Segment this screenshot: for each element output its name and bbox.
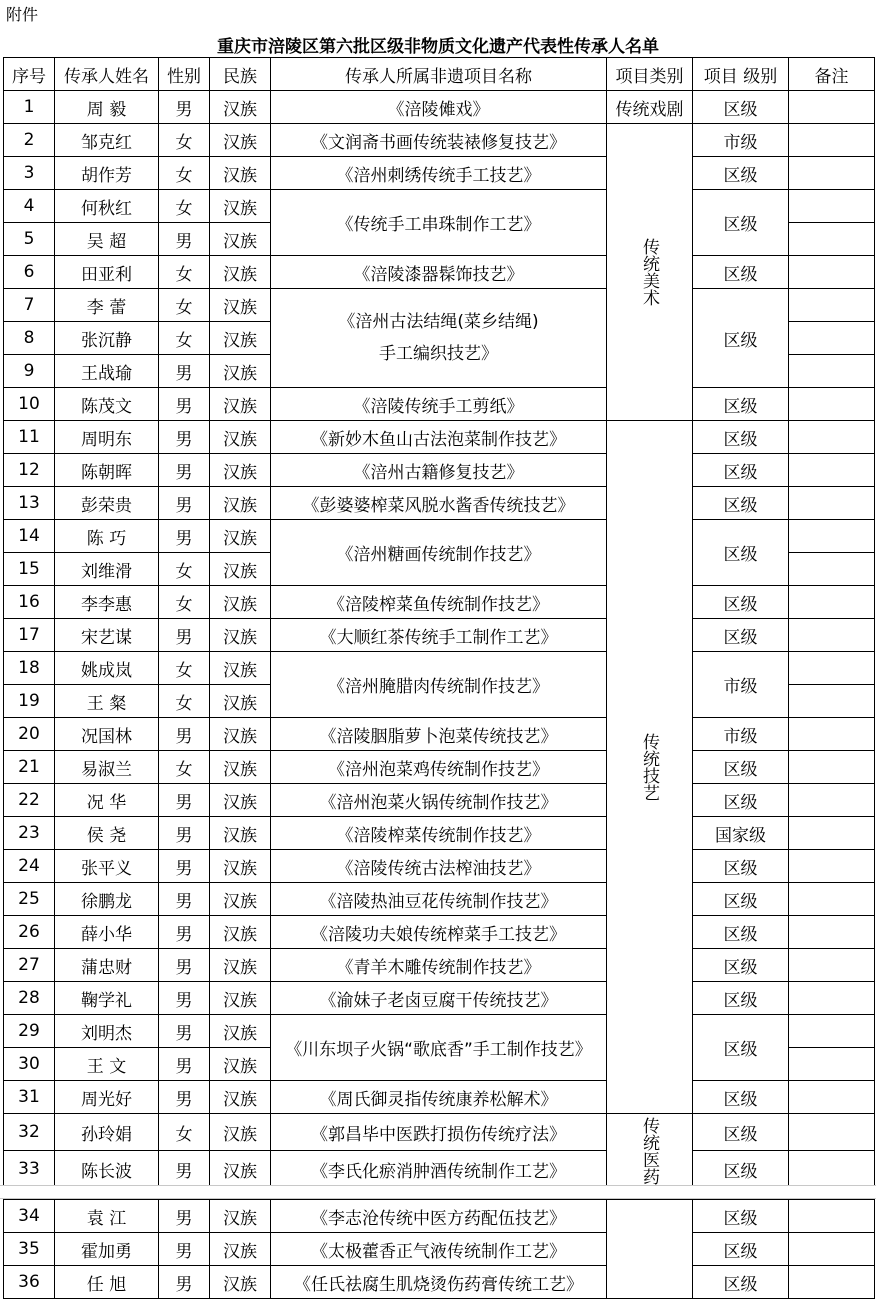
cell-project [271,289,607,388]
cell-level: 市级 [693,124,789,157]
cell-project: 《涪陵傩戏》 [271,91,607,124]
cell-gender: 女 [159,322,210,355]
table-row [4,256,875,289]
cell-gender: 男 [159,1081,210,1114]
cell-seq: 17 [4,619,55,652]
cell-ethnicity: 汉族 [210,1200,271,1233]
table-row [4,1266,875,1299]
cell-seq: 20 [4,718,55,751]
table-row [4,1114,875,1151]
cell-gender: 男 [159,718,210,751]
cell-gender: 男 [159,487,210,520]
cell-project: 《李志沧传统中医方药配伍技艺》 [271,1200,607,1233]
cell-ethnicity: 汉族 [210,1233,271,1266]
cell-remarks [789,751,875,784]
cell-seq: 8 [4,322,55,355]
cell-level: 区级 [693,784,789,817]
cell-ethnicity: 汉族 [210,520,271,553]
cell-ethnicity: 汉族 [210,223,271,256]
cell-project: 《涪陵漆器髹饰技艺》 [271,256,607,289]
table-row [4,718,875,751]
inheritor-table-continued [3,1199,875,1299]
cell-ethnicity: 汉族 [210,1081,271,1114]
cell-project: 《涪陵功夫娘传统榨菜手工技艺》 [271,916,607,949]
cell-remarks [789,91,875,124]
cell-seq: 13 [4,487,55,520]
cell-seq: 31 [4,1081,55,1114]
cell-seq: 21 [4,751,55,784]
cell-category: 传统戏剧 [607,91,693,124]
cell-ethnicity: 汉族 [210,916,271,949]
table-row [4,124,875,157]
cell-category: 传统美术 [607,124,693,421]
cell-name: 张平义 [55,850,159,883]
cell-seq: 24 [4,850,55,883]
table-row [4,850,875,883]
table-row [4,586,875,619]
cell-name: 周光好 [55,1081,159,1114]
table-row [4,157,875,190]
cell-gender: 男 [159,619,210,652]
cell-remarks [789,718,875,751]
table-row [4,883,875,916]
cell-ethnicity: 汉族 [210,949,271,982]
cell-remarks [789,1266,875,1299]
cell-remarks [789,157,875,190]
cell-gender: 男 [159,454,210,487]
cell-name: 李 蕾 [55,289,159,322]
cell-seq: 22 [4,784,55,817]
cell-name: 况 华 [55,784,159,817]
cell-ethnicity: 汉族 [210,784,271,817]
cell-project: 《周氏御灵指传统康养松解术》 [271,1081,607,1114]
cell-seq: 15 [4,553,55,586]
cell-seq: 7 [4,289,55,322]
table-row [4,1200,875,1233]
cell-name: 鞠学礼 [55,982,159,1015]
cell-ethnicity: 汉族 [210,619,271,652]
cell-gender: 女 [159,124,210,157]
cell-name: 陈茂文 [55,388,159,421]
cell-gender: 女 [159,157,210,190]
cell-remarks [789,685,875,718]
cell-name: 袁 江 [55,1200,159,1233]
table-row [4,421,875,454]
cell-remarks [789,850,875,883]
cell-ethnicity: 汉族 [210,652,271,685]
cell-project: 《涪州刺绣传统手工技艺》 [271,157,607,190]
cell-gender: 男 [159,1151,210,1188]
project-line-2: 手工编织技艺》 [379,344,498,364]
cell-remarks [789,190,875,223]
cell-gender: 男 [159,982,210,1015]
cell-level: 区级 [693,1266,789,1299]
cell-remarks [789,223,875,256]
cell-seq: 33 [4,1151,55,1188]
header-project: 传承人所属非遗项目名称 [271,58,607,91]
cell-remarks [789,454,875,487]
cell-ethnicity: 汉族 [210,1114,271,1151]
cell-gender: 男 [159,355,210,388]
cell-remarks [789,619,875,652]
table-row [4,388,875,421]
cell-gender: 男 [159,388,210,421]
table-row [4,1151,875,1188]
cell-seq: 19 [4,685,55,718]
cell-level: 区级 [693,1151,789,1188]
cell-remarks [789,586,875,619]
cell-ethnicity: 汉族 [210,751,271,784]
cell-level: 区级 [693,586,789,619]
cell-project: 《传统手工串珠制作工艺》 [271,190,607,256]
cell-level: 区级 [693,1081,789,1114]
cell-ethnicity: 汉族 [210,91,271,124]
cell-seq: 26 [4,916,55,949]
cell-ethnicity: 汉族 [210,685,271,718]
cell-seq: 10 [4,388,55,421]
cell-ethnicity: 汉族 [210,355,271,388]
cell-seq: 29 [4,1015,55,1048]
table-row [4,982,875,1015]
cell-seq: 36 [4,1266,55,1299]
cell-name: 陈朝晖 [55,454,159,487]
cell-level: 市级 [693,718,789,751]
table-row [4,1081,875,1114]
cell-project: 《涪州腌腊肉传统制作技艺》 [271,652,607,718]
cell-level: 区级 [693,619,789,652]
page-break [0,1185,876,1199]
project-line-1: 《涪州古法结绳(菜乡结绳) [338,312,539,332]
cell-ethnicity: 汉族 [210,487,271,520]
cell-gender: 男 [159,883,210,916]
cell-name: 陈 巧 [55,520,159,553]
table-row [4,91,875,124]
header-ethnicity: 民族 [210,58,271,91]
cell-seq: 23 [4,817,55,850]
table-row [4,190,875,223]
cell-gender: 男 [159,1266,210,1299]
cell-level: 区级 [693,157,789,190]
cell-ethnicity: 汉族 [210,157,271,190]
cell-project: 《渝妹子老卤豆腐干传统技艺》 [271,982,607,1015]
cell-gender: 男 [159,1233,210,1266]
cell-project: 《涪陵榨菜鱼传统制作技艺》 [271,586,607,619]
table-row [4,619,875,652]
cell-level: 区级 [693,850,789,883]
cell-gender: 女 [159,190,210,223]
header-seq: 序号 [4,58,55,91]
cell-name: 薛小华 [55,916,159,949]
cell-name: 任 旭 [55,1266,159,1299]
cell-remarks [789,487,875,520]
cell-gender: 男 [159,784,210,817]
cell-seq: 35 [4,1233,55,1266]
cell-project: 《涪陵胭脂萝卜泡菜传统技艺》 [271,718,607,751]
cell-name: 姚成岚 [55,652,159,685]
cell-gender: 女 [159,685,210,718]
cell-level: 区级 [693,289,789,388]
cell-remarks [789,883,875,916]
cell-remarks [789,784,875,817]
cell-gender: 女 [159,256,210,289]
cell-remarks [789,520,875,553]
cell-remarks [789,355,875,388]
cell-ethnicity: 汉族 [210,1151,271,1188]
header-gender: 性别 [159,58,210,91]
cell-ethnicity: 汉族 [210,1266,271,1299]
header-name: 传承人姓名 [55,58,159,91]
cell-category [607,1200,693,1299]
cell-project: 《李氏化瘀消肿酒传统制作工艺》 [271,1151,607,1188]
cell-ethnicity: 汉族 [210,850,271,883]
cell-name: 吴 超 [55,223,159,256]
cell-name: 王 文 [55,1048,159,1081]
cell-gender: 男 [159,1048,210,1081]
cell-name: 田亚利 [55,256,159,289]
cell-level: 区级 [693,916,789,949]
cell-name: 李李惠 [55,586,159,619]
cell-project: 《郭昌毕中医跌打损伤传统疗法》 [271,1114,607,1151]
cell-remarks [789,1048,875,1081]
cell-name: 宋艺谋 [55,619,159,652]
table-row [4,784,875,817]
cell-gender: 女 [159,1114,210,1151]
attachment-label: 附件 [6,5,39,24]
cell-name: 霍加勇 [55,1233,159,1266]
cell-remarks [789,982,875,1015]
cell-remarks [789,949,875,982]
cell-name: 孙玲娟 [55,1114,159,1151]
cell-seq: 18 [4,652,55,685]
cell-project: 《涪州泡菜火锅传统制作技艺》 [271,784,607,817]
cell-ethnicity: 汉族 [210,1048,271,1081]
cell-project: 《川东坝子火锅“歌底香”手工制作技艺》 [271,1015,607,1081]
cell-seq: 2 [4,124,55,157]
cell-gender: 男 [159,520,210,553]
cell-level: 区级 [693,1114,789,1151]
cell-name: 彭荣贵 [55,487,159,520]
cell-name: 周明东 [55,421,159,454]
cell-name: 易淑兰 [55,751,159,784]
cell-project: 《涪州泡菜鸡传统制作技艺》 [271,751,607,784]
cell-name: 胡作芳 [55,157,159,190]
cell-level: 区级 [693,883,789,916]
cell-remarks [789,322,875,355]
cell-remarks [789,916,875,949]
cell-ethnicity: 汉族 [210,718,271,751]
cell-remarks [789,289,875,322]
table-row [4,817,875,850]
header-level: 项目 级别 [693,58,789,91]
cell-name: 侯 尧 [55,817,159,850]
cell-level: 区级 [693,982,789,1015]
cell-level: 市级 [693,652,789,718]
cell-remarks [789,1081,875,1114]
cell-project: 《文润斋书画传统装裱修复技艺》 [271,124,607,157]
cell-remarks [789,1151,875,1188]
table-row [4,454,875,487]
cell-name: 况国林 [55,718,159,751]
cell-ethnicity: 汉族 [210,586,271,619]
cell-project: 《涪州古籍修复技艺》 [271,454,607,487]
cell-gender: 男 [159,949,210,982]
cell-remarks [789,1200,875,1233]
cell-level: 国家级 [693,817,789,850]
cell-gender: 女 [159,751,210,784]
cell-seq: 25 [4,883,55,916]
cell-ethnicity: 汉族 [210,421,271,454]
document-title: 重庆市涪陵区第六批区级非物质文化遗产代表性传承人名单 [217,37,659,57]
header-remarks: 备注 [789,58,875,91]
cell-level: 区级 [693,190,789,256]
cell-ethnicity: 汉族 [210,190,271,223]
cell-ethnicity: 汉族 [210,982,271,1015]
table-row [4,652,875,685]
cell-category: 传统技艺 [607,421,693,1114]
cell-gender: 男 [159,1200,210,1233]
cell-project: 《青羊木雕传统制作技艺》 [271,949,607,982]
cell-seq: 34 [4,1200,55,1233]
cell-gender: 男 [159,850,210,883]
cell-name: 邹克红 [55,124,159,157]
cell-seq: 1 [4,91,55,124]
table-row [4,1015,875,1048]
cell-ethnicity: 汉族 [210,1015,271,1048]
cell-seq: 27 [4,949,55,982]
cell-seq: 32 [4,1114,55,1151]
cell-name: 刘明杰 [55,1015,159,1048]
table-row [4,1233,875,1266]
cell-gender: 男 [159,91,210,124]
cell-name: 周 毅 [55,91,159,124]
cell-remarks [789,421,875,454]
cell-seq: 6 [4,256,55,289]
cell-ethnicity: 汉族 [210,454,271,487]
cell-seq: 12 [4,454,55,487]
cell-level: 区级 [693,91,789,124]
cell-seq: 11 [4,421,55,454]
cell-ethnicity: 汉族 [210,256,271,289]
cell-level: 区级 [693,454,789,487]
cell-gender: 女 [159,586,210,619]
cell-gender: 男 [159,421,210,454]
cell-name: 陈长波 [55,1151,159,1188]
table-row [4,289,875,322]
cell-ethnicity: 汉族 [210,322,271,355]
cell-gender: 女 [159,652,210,685]
cell-seq: 4 [4,190,55,223]
cell-name: 刘维滑 [55,553,159,586]
table-row [4,949,875,982]
cell-ethnicity: 汉族 [210,553,271,586]
cell-level: 区级 [693,388,789,421]
cell-remarks [789,124,875,157]
cell-gender: 男 [159,1015,210,1048]
cell-name: 徐鹏龙 [55,883,159,916]
cell-project: 《涪陵热油豆花传统制作技艺》 [271,883,607,916]
table-row [4,520,875,553]
cell-name: 蒲忠财 [55,949,159,982]
cell-project: 《涪陵传统古法榨油技艺》 [271,850,607,883]
cell-remarks [789,256,875,289]
cell-ethnicity: 汉族 [210,388,271,421]
cell-level: 区级 [693,487,789,520]
cell-project: 《彭婆婆榨菜风脱水酱香传统技艺》 [271,487,607,520]
cell-project: 《太极藿香正气液传统制作工艺》 [271,1233,607,1266]
cell-remarks [789,652,875,685]
cell-name: 张沉静 [55,322,159,355]
cell-gender: 男 [159,916,210,949]
cell-gender: 男 [159,817,210,850]
cell-project: 《涪陵榨菜传统制作技艺》 [271,817,607,850]
cell-name: 王战瑜 [55,355,159,388]
cell-ethnicity: 汉族 [210,817,271,850]
cell-remarks [789,1233,875,1266]
cell-level: 区级 [693,1015,789,1081]
inheritor-table [3,57,875,1188]
cell-seq: 28 [4,982,55,1015]
table-row [4,487,875,520]
cell-level: 区级 [693,751,789,784]
table-header-row [4,58,875,91]
cell-level: 区级 [693,421,789,454]
cell-project: 《涪陵传统手工剪纸》 [271,388,607,421]
cell-remarks [789,1114,875,1151]
cell-seq: 9 [4,355,55,388]
cell-level: 区级 [693,949,789,982]
cell-remarks [789,1015,875,1048]
cell-gender: 男 [159,223,210,256]
cell-gender: 女 [159,553,210,586]
cell-project: 《新妙木鱼山古法泡菜制作技艺》 [271,421,607,454]
cell-project: 《大顺红茶传统手工制作工艺》 [271,619,607,652]
cell-name: 何秋红 [55,190,159,223]
cell-seq: 14 [4,520,55,553]
cell-ethnicity: 汉族 [210,124,271,157]
cell-gender: 女 [159,289,210,322]
cell-level: 区级 [693,520,789,586]
cell-level: 区级 [693,1233,789,1266]
cell-ethnicity: 汉族 [210,289,271,322]
cell-seq: 5 [4,223,55,256]
table-row [4,751,875,784]
cell-name: 王 粲 [55,685,159,718]
cell-project: 《涪州糖画传统制作技艺》 [271,520,607,586]
cell-seq: 16 [4,586,55,619]
table-row [4,916,875,949]
cell-level: 区级 [693,1200,789,1233]
cell-seq: 30 [4,1048,55,1081]
cell-project: 《任氏祛腐生肌烧烫伤药膏传统工艺》 [271,1266,607,1299]
cell-level: 区级 [693,256,789,289]
cell-remarks [789,388,875,421]
header-category: 项目类别 [607,58,693,91]
cell-category: 传统医药 [607,1114,693,1188]
cell-seq: 3 [4,157,55,190]
cell-ethnicity: 汉族 [210,883,271,916]
cell-remarks [789,553,875,586]
cell-remarks [789,817,875,850]
